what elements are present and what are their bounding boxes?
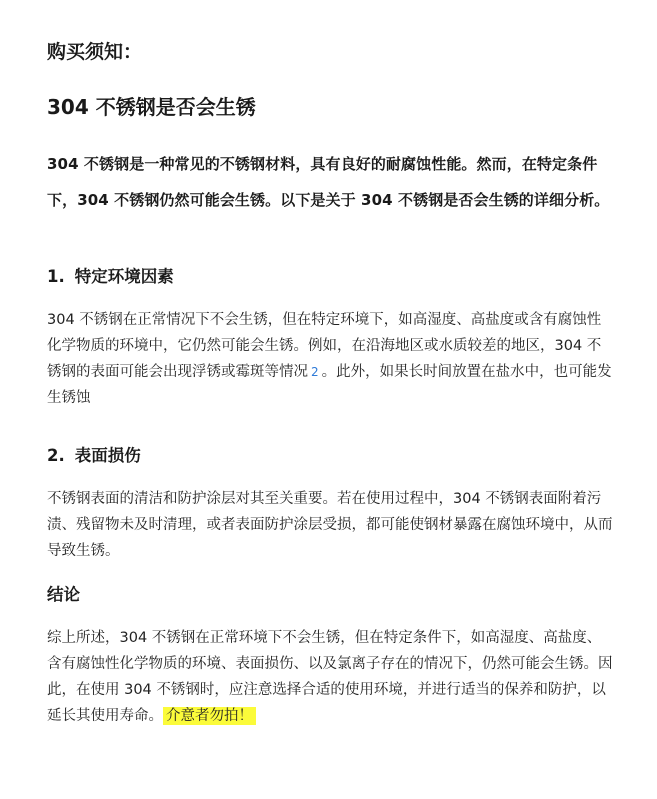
- section-2-number: 2.: [47, 446, 65, 465]
- section-2-title: 表面损伤: [74, 446, 141, 465]
- section-1-paragraph: [47, 307, 613, 411]
- section-2-heading: [47, 443, 141, 469]
- conclusion-paragraph: [47, 625, 613, 729]
- intro-paragraph: 304 不锈钢是一种常见的不锈钢材料，具有良好的耐腐蚀性能。然而，在特定条件下，304 不锈钢仍然可能会生锈。以下是关于 304 不锈钢是否会生锈的详细分析。: [47, 155, 610, 209]
- reference-link[interactable]: 2: [311, 365, 319, 379]
- section-1-text-continued: 。此外，如果长时间放置在盐水中，也可能发生锈蚀: [47, 364, 612, 406]
- purchase-notice-title: 购买须知：: [47, 41, 143, 63]
- section-1-heading: [47, 264, 174, 290]
- highlighted-warning: 介意者勿拍！: [163, 707, 256, 725]
- document-title: 304 不锈钢是否会生锈: [47, 95, 256, 119]
- section-1-number: 1.: [47, 267, 65, 286]
- section-1-title: 特定环境因素: [74, 267, 174, 286]
- conclusion-text: 综上所述，304 不锈钢在正常环境下不会生锈，但在特定条件下，如高湿度、高盐度、含有腐蚀性化学物质的环境、表面损伤、以及氯离子存在的情况下，仍然可能会生锈。因此，在使用 304 不锈钢时，应注意选择合适的使用环境，并进行适当的保养和防护，以延长其使用寿命。: [47, 630, 613, 724]
- section-1-text: 304 不锈钢在正常情况下不会生锈，但在特定环境下，如高湿度、高盐度或含有腐蚀性化学物质的环境中，它仍然可能会生锈。例如，在沿海地区或水质较差的地区，304 不锈钢的表面可能会出现浮锈或霉斑等情况: [47, 312, 602, 380]
- section-2-paragraph: 不锈钢表面的清洁和防护涂层对其至关重要。若在使用过程中，304 不锈钢表面附着污渍、残留物未及时清理，或者表面防护涂层受损，都可能使钢材暴露在腐蚀环境中，从而导致生锈。: [47, 491, 613, 559]
- conclusion-heading: 结论: [47, 585, 80, 604]
